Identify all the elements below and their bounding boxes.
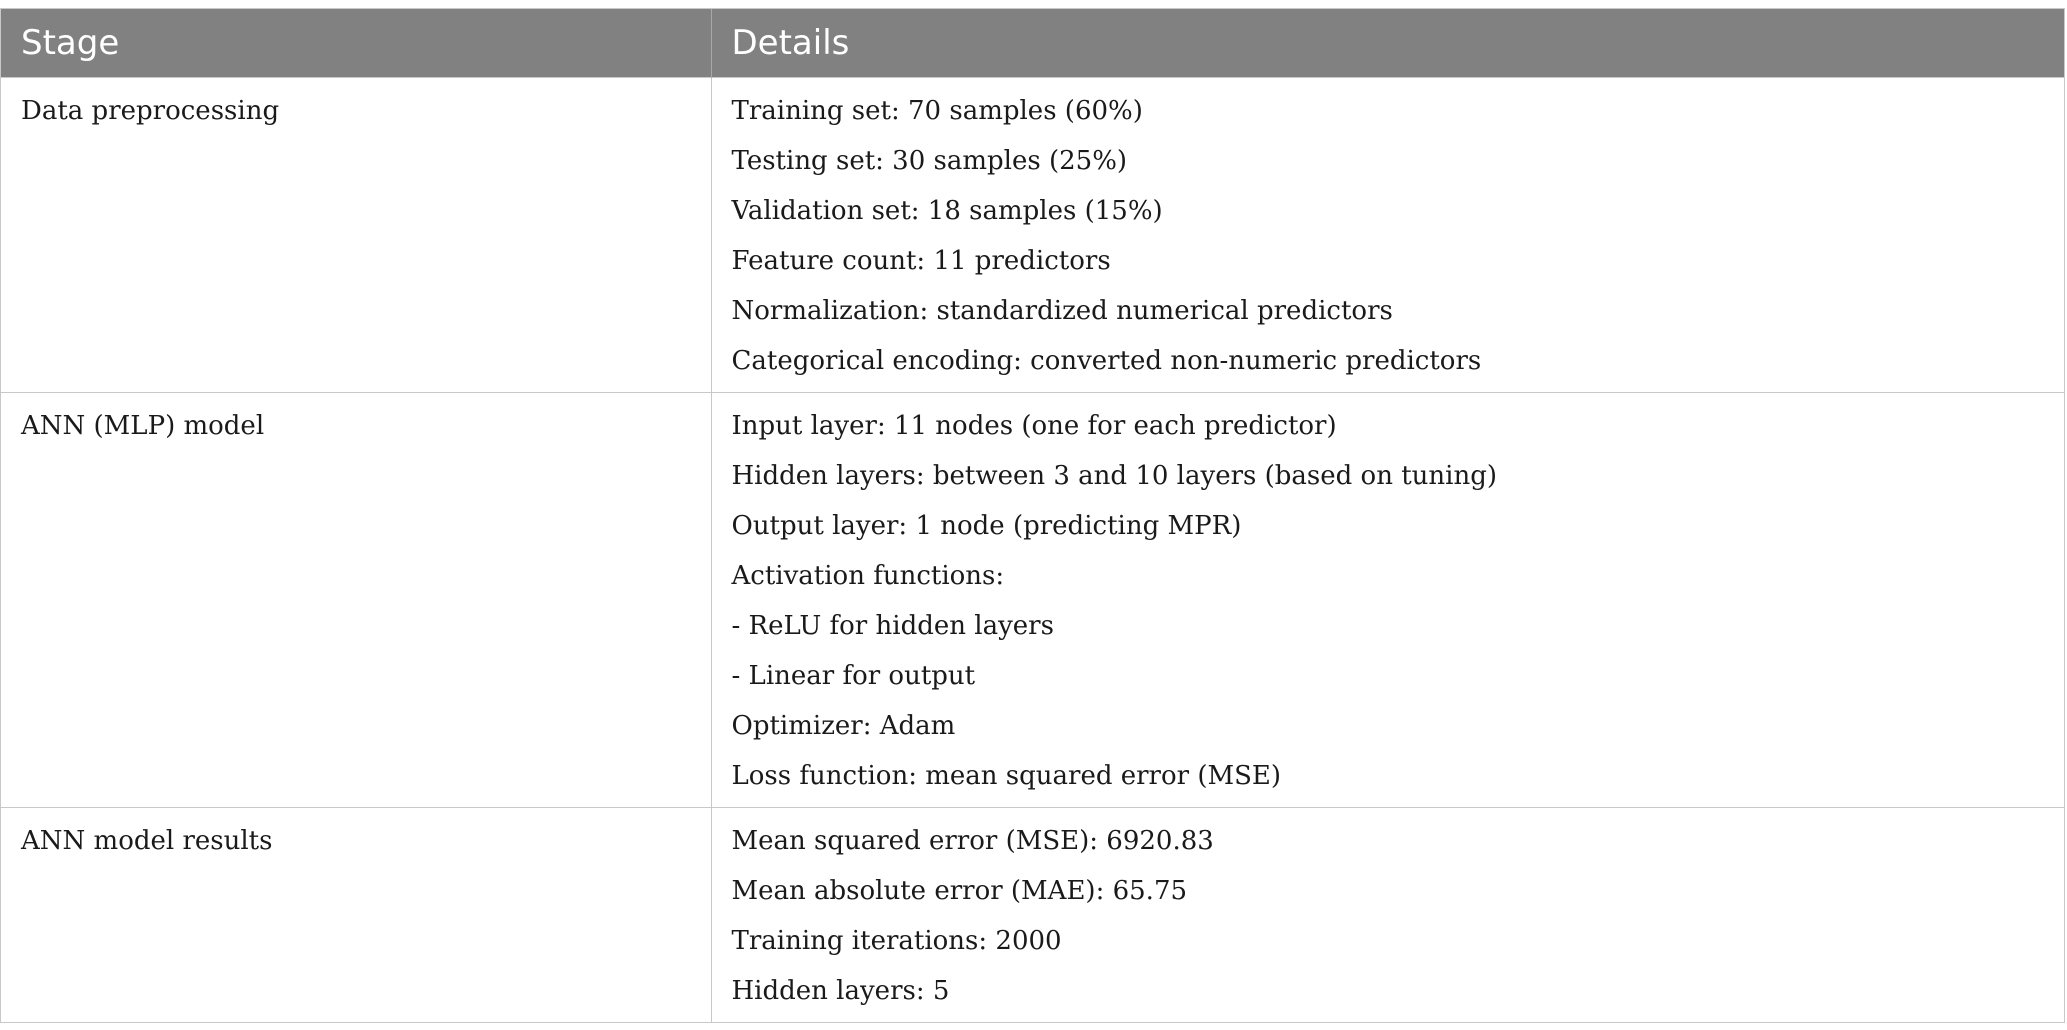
detail-line: - ReLU for hidden layers (731, 610, 1054, 641)
detail-line: Mean absolute error (MAE): 65.75 (731, 875, 1188, 906)
detail-line: Validation set: 18 samples (15%) (731, 195, 1163, 226)
detail-line: Activation functions: (731, 560, 1005, 591)
stage-details-table-container (0, 8, 2065, 1023)
detail-line: Feature count: 11 predictors (731, 245, 1111, 276)
table-header (1, 9, 2064, 77)
detail-line: Normalization: standardized numerical predictors (731, 295, 1393, 326)
detail-line: Training iterations: 2000 (731, 925, 1062, 956)
detail-line: Input layer: 11 nodes (one for each predictor) (731, 410, 1337, 441)
stage-details-table (1, 9, 2064, 1022)
stage-cell (1, 77, 711, 392)
header-row (1, 9, 2064, 77)
table-row (1, 77, 2064, 392)
detail-line: Loss function: mean squared error (MSE) (731, 760, 1282, 791)
detail-line: Output layer: 1 node (predicting MPR) (731, 510, 1242, 541)
table-row (1, 807, 2064, 1022)
stage-cell (1, 392, 711, 807)
stage-cell (1, 807, 711, 1022)
table-row (1, 392, 2064, 807)
table-body (1, 77, 2064, 1022)
detail-line: Testing set: 30 samples (25%) (731, 145, 1128, 176)
stage-label: Data preprocessing (21, 95, 280, 126)
detail-line: Mean squared error (MSE): 6920.83 (731, 825, 1214, 856)
detail-line: Categorical encoding: converted non-numeric predictors (731, 345, 1482, 376)
details-cell (711, 392, 2064, 807)
stage-label: ANN (MLP) model (21, 410, 265, 441)
detail-line: Training set: 70 samples (60%) (731, 95, 1143, 126)
detail-line: Hidden layers: 5 (731, 975, 950, 1006)
details-cell (711, 77, 2064, 392)
detail-line: - Linear for output (731, 660, 976, 691)
detail-line: Hidden layers: between 3 and 10 layers (based on tuning) (731, 460, 1497, 491)
header-stage: Stage (1, 9, 711, 77)
stage-label: ANN model results (21, 825, 273, 856)
detail-line: Optimizer: Adam (731, 710, 956, 741)
details-cell (711, 807, 2064, 1022)
header-details: Details (711, 9, 2064, 77)
